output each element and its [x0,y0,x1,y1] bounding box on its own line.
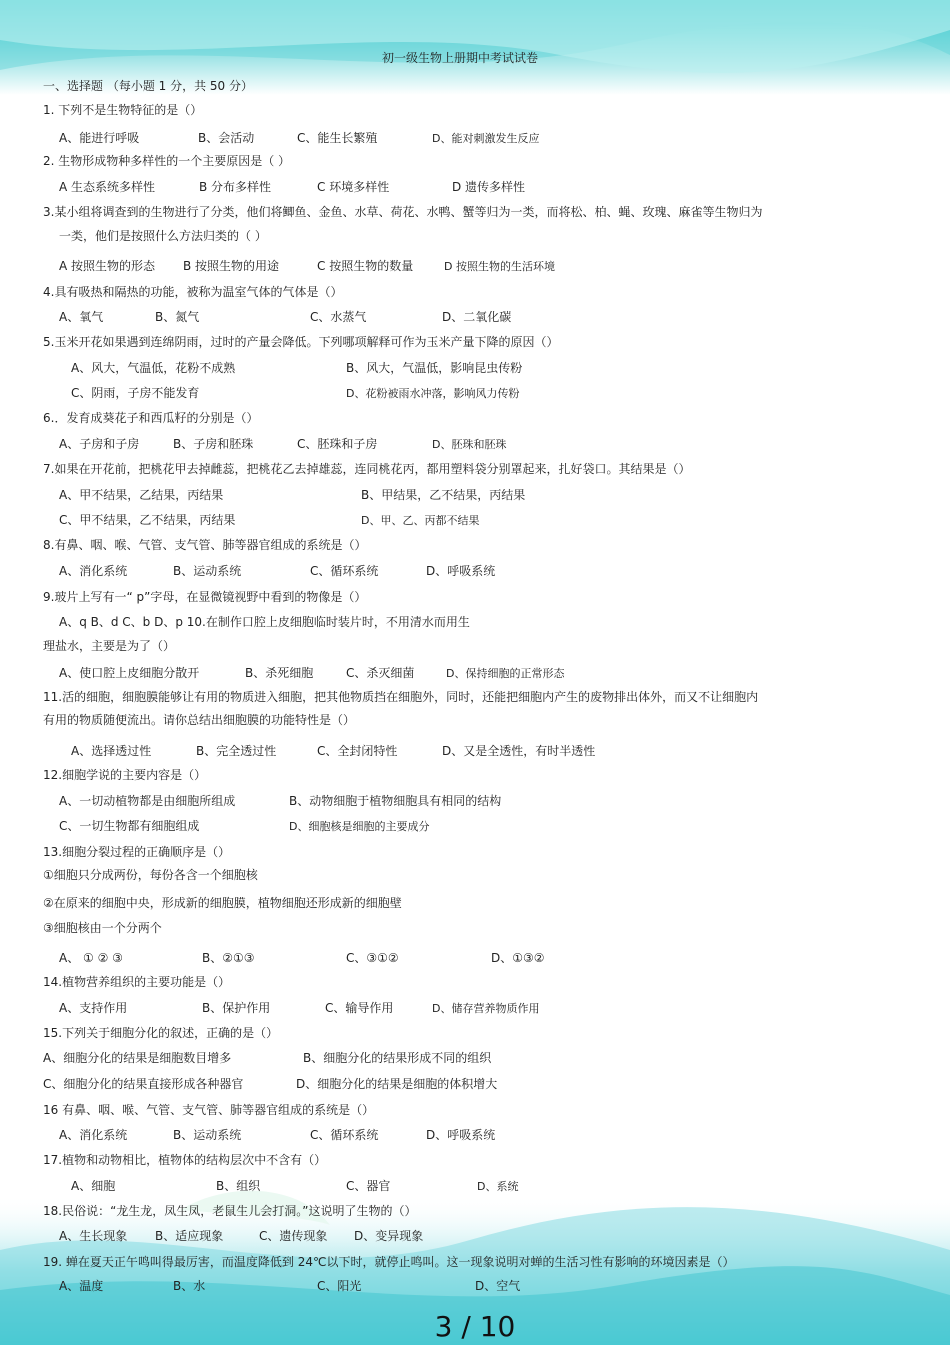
question-9-options-and-10-stem: A、q B、d C、b D、p 10.在制作口腔上皮细胞临时装片时，不用清水而用生 [59,615,470,629]
question-4-option-b: B、氮气 [155,310,200,324]
question-11-option-c: C、全封闭特性 [317,744,398,758]
question-3-option-c: C 按照生物的数量 [317,259,414,273]
question-11-option-a: A、选择透过性 [71,744,152,758]
question-7-option-d: D、甲、乙、丙都不结果 [361,514,480,527]
question-18-stem: 18.民俗说：“龙生龙，凤生凤，老鼠生儿会打洞。”这说明了生物的（） [43,1204,417,1218]
question-3-option-a: A 按照生物的形态 [59,259,156,273]
question-2-stem: 2. 生物形成物种多样性的一个主要原因是（ ） [43,154,291,168]
question-3-stem-line2: 一类，他们是按照什么方法归类的（ ） [59,229,267,243]
question-3-option-b: B 按照生物的用途 [183,259,280,273]
question-4-option-c: C、水蒸气 [310,310,367,324]
question-18-option-c: C、遗传现象 [259,1229,328,1243]
question-18-option-b: B、适应现象 [155,1229,224,1243]
question-12-option-b: B、动物细胞于植物细胞具有相同的结构 [289,794,502,808]
question-15-option-d: D、细胞分化的结果是细胞的体积增大 [296,1077,498,1091]
question-8-option-c: C、循环系统 [310,564,379,578]
question-14-option-b: B、保护作用 [202,1001,271,1015]
question-15-option-a: A、细胞分化的结果是细胞数目增多 [43,1051,232,1065]
question-1-option-b: B、会活动 [198,131,255,145]
question-1-stem: 1. 下列不是生物特征的是（） [43,103,203,117]
question-16-option-b: B、运动系统 [173,1128,242,1142]
question-5-option-a: A、风大，气温低，花粉不成熟 [71,361,236,375]
question-5-option-b: B、风大，气温低，影响昆虫传粉 [346,361,523,375]
question-15-option-b: B、细胞分化的结果形成不同的组织 [303,1051,492,1065]
question-3-option-d: D 按照生物的生活环境 [444,260,555,273]
question-18-option-a: A、生长现象 [59,1229,128,1243]
question-13-option-c: C、③①② [346,951,399,965]
question-5-stem: 5.玉米开花如果遇到连绵阴雨，过时的产量会降低。下列哪项解释可作为玉米产量下降的原因（） [43,335,559,349]
question-15-option-c: C、细胞分化的结果直接形成各种器官 [43,1077,244,1091]
question-16-option-d: D、呼吸系统 [426,1128,496,1142]
question-8-stem: 8.有鼻、咽、喉、气管、支气管、肺等器官组成的系统是（） [43,538,367,552]
question-17-option-c: C、器官 [346,1179,391,1193]
question-19-option-a: A、温度 [59,1279,104,1293]
question-8-option-d: D、呼吸系统 [426,564,496,578]
question-19-stem: 19. 蝉在夏天正午鸣叫得最厉害，而温度降低到 24℃以下时，就停止鸣叫。这一现象说明对蝉的生活习性有影响的环境因素是（） [43,1255,735,1269]
question-14-option-d: D、储存营养物质作用 [432,1002,540,1015]
question-17-option-a: A、细胞 [71,1179,116,1193]
question-10-option-d: D、保持细胞的正常形态 [446,667,565,680]
question-6-option-d: D、胚珠和胚珠 [432,438,507,451]
question-13-stem: 13.细胞分裂过程的正确顺序是（） [43,845,231,859]
question-10-stem: 理盐水，主要是为了（） [43,639,176,653]
question-7-option-c: C、甲不结果，乙不结果，丙结果 [59,513,236,527]
question-11-option-d: D、又是全透性，有时半透性 [442,744,596,758]
page-title: 初一级生物上册期中考试试卷 [382,51,539,65]
question-6-option-b: B、子房和胚珠 [173,437,254,451]
question-17-stem: 17.植物和动物相比，植物体的结构层次中不含有（） [43,1153,327,1167]
question-13-option-a: A、 ① ② ③ [59,951,123,965]
question-15-stem: 15.下列关于细胞分化的叙述，正确的是（） [43,1026,279,1040]
question-4-option-d: D、二氧化碳 [442,310,512,324]
question-14-option-c: C、输导作用 [325,1001,394,1015]
question-12-stem: 12.细胞学说的主要内容是（） [43,768,207,782]
question-4-option-a: A、氧气 [59,310,104,324]
question-7-option-b: B、甲结果，乙不结果，丙结果 [361,488,526,502]
question-16-stem: 16 有鼻、咽、喉、气管、支气管、肺等器官组成的系统是（） [43,1103,375,1117]
question-2-option-c: C 环境多样性 [317,180,390,194]
question-6-stem: 6.．发育成葵花子和西瓜籽的分别是（） [43,411,259,425]
question-19-option-d: D、空气 [475,1279,521,1293]
question-10-option-b: B、杀死细胞 [245,666,314,680]
question-10-option-c: C、杀灭细菌 [346,666,415,680]
question-19-option-c: C、阳光 [317,1279,362,1293]
question-7-stem: 7.如果在开花前，把桃花甲去掉雌蕊，把桃花乙去掉雄蕊，连同桃花丙，都用塑料袋分别罩起来，扎好袋口。其结果是（） [43,462,691,476]
section-heading: 一、选择题 （每小题 1 分，共 50 分） [43,79,253,93]
question-17-option-b: B、组织 [216,1179,261,1193]
question-9-stem: 9.玻片上写有一“ p”字母，在显微镜视野中看到的物像是（） [43,590,367,604]
question-12-option-a: A、一切动植物都是由细胞所组成 [59,794,236,808]
question-13-step-2: ②在原来的细胞中央，形成新的细胞膜，植物细胞还形成新的细胞壁 [43,896,402,910]
question-1-option-d: D、能对刺激发生反应 [432,132,540,145]
question-14-option-a: A、支持作用 [59,1001,128,1015]
question-10-option-a: A、使口腔上皮细胞分散开 [59,666,200,680]
question-13-step-1: ①细胞只分成两份，每份各含一个细胞核 [43,868,258,882]
page-indicator: 3 / 10 [434,1310,516,1343]
question-16-option-a: A、消化系统 [59,1128,128,1142]
question-14-stem: 14.植物营养组织的主要功能是（） [43,975,231,989]
question-17-option-d: D、系统 [477,1180,519,1193]
question-11-stem-line2: 有用的物质随便流出。请你总结出细胞膜的功能特性是（） [43,713,356,727]
question-7-option-a: A、甲不结果，乙结果，丙结果 [59,488,224,502]
question-2-option-a: A 生态系统多样性 [59,180,156,194]
question-13-step-3: ③细胞核由一个分两个 [43,921,162,935]
question-6-option-a: A、子房和子房 [59,437,140,451]
question-4-stem: 4.具有吸热和隔热的功能，被称为温室气体的气体是（） [43,285,343,299]
question-13-option-b: B、②①③ [202,951,255,965]
question-12-option-c: C、一切生物都有细胞组成 [59,819,200,833]
question-5-option-c: C、阴雨，子房不能发育 [71,386,200,400]
question-13-option-d: D、①③② [491,951,545,965]
question-2-option-d: D 遗传多样性 [452,180,526,194]
question-2-option-b: B 分布多样性 [199,180,272,194]
question-12-option-d: D、细胞核是细胞的主要成分 [289,820,430,833]
question-16-option-c: C、循环系统 [310,1128,379,1142]
question-11-stem-line1: 11.活的细胞，细胞膜能够让有用的物质进入细胞，把其他物质挡在细胞外，同时，还能把细胞内产生的废物排出体外，而又不让细胞内 [43,690,759,704]
question-3-stem-line1: 3.某小组将调查到的生物进行了分类，他们将鲫鱼、金鱼、水草、荷花、水鸭、蟹等归为一类，而将松、柏、蝇、玫瑰、麻雀等生物归为 [43,205,763,219]
question-11-option-b: B、完全透过性 [196,744,277,758]
question-8-option-a: A、消化系统 [59,564,128,578]
question-18-option-d: D、变异现象 [354,1229,424,1243]
question-1-option-a: A、能进行呼吸 [59,131,140,145]
question-8-option-b: B、运动系统 [173,564,242,578]
question-6-option-c: C、胚珠和子房 [297,437,378,451]
question-19-option-b: B、水 [173,1279,206,1293]
question-1-option-c: C、能生长繁殖 [297,131,378,145]
question-5-option-d: D、花粉被雨水冲落，影响风力传粉 [346,387,520,400]
